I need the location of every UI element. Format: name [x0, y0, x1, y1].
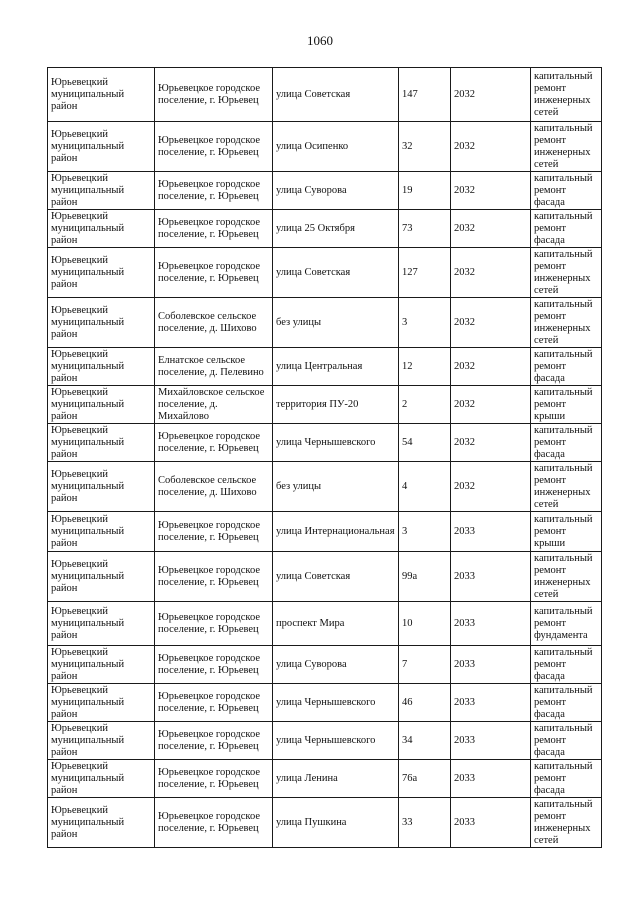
house-number-cell: 76а — [399, 760, 451, 798]
settlement-cell: Юрьевецкое городское поселение, г. Юрьевец — [155, 602, 273, 646]
settlement-cell: Соболевское сельское поселение, д. Шихово — [155, 462, 273, 512]
work-type-cell: капитальный ремонт фасада — [531, 424, 602, 462]
settlement-cell: Юрьевецкое городское поселение, г. Юрьевец — [155, 798, 273, 848]
district-cell: Юрьевецкий муниципальный район — [48, 424, 155, 462]
street-cell: улица Интернациональная — [273, 512, 399, 552]
work-type-cell: капитальный ремонт инженерных сетей — [531, 798, 602, 848]
house-number-cell: 73 — [399, 210, 451, 248]
house-number-cell: 34 — [399, 722, 451, 760]
year-cell: 2032 — [451, 424, 531, 462]
street-cell: улица Советская — [273, 68, 399, 122]
year-cell: 2033 — [451, 684, 531, 722]
table-row — [48, 722, 602, 760]
street-cell: улица Чернышевского — [273, 424, 399, 462]
work-type-cell: капитальный ремонт инженерных сетей — [531, 552, 602, 602]
table-row — [48, 512, 602, 552]
settlement-cell: Михайловское сельское поселение, д. Михайлово — [155, 386, 273, 424]
repair-schedule-table — [47, 67, 602, 848]
settlement-cell: Юрьевецкое городское поселение, г. Юрьевец — [155, 210, 273, 248]
district-cell: Юрьевецкий муниципальный район — [48, 386, 155, 424]
settlement-cell: Юрьевецкое городское поселение, г. Юрьевец — [155, 552, 273, 602]
settlement-cell: Юрьевецкое городское поселение, г. Юрьевец — [155, 722, 273, 760]
street-cell: улица Чернышевского — [273, 722, 399, 760]
work-type-cell: капитальный ремонт инженерных сетей — [531, 462, 602, 512]
work-type-cell: капитальный ремонт инженерных сетей — [531, 248, 602, 298]
district-cell: Юрьевецкий муниципальный район — [48, 172, 155, 210]
table-row — [48, 68, 602, 122]
street-cell: территория ПУ-20 — [273, 386, 399, 424]
district-cell: Юрьевецкий муниципальный район — [48, 602, 155, 646]
house-number-cell: 127 — [399, 248, 451, 298]
page-number: 1060 — [307, 33, 333, 48]
table-body — [48, 68, 602, 848]
district-cell: Юрьевецкий муниципальный район — [48, 760, 155, 798]
house-number-cell: 3 — [399, 298, 451, 348]
house-number-cell: 7 — [399, 646, 451, 684]
table-row — [48, 210, 602, 248]
settlement-cell: Елнатское сельское поселение, д. Пелевино — [155, 348, 273, 386]
district-cell: Юрьевецкий муниципальный район — [48, 348, 155, 386]
house-number-cell: 54 — [399, 424, 451, 462]
table-row — [48, 684, 602, 722]
settlement-cell: Юрьевецкое городское поселение, г. Юрьевец — [155, 122, 273, 172]
year-cell: 2032 — [451, 172, 531, 210]
house-number-cell: 32 — [399, 122, 451, 172]
table-row — [48, 298, 602, 348]
street-cell: улица 25 Октября — [273, 210, 399, 248]
year-cell: 2032 — [451, 462, 531, 512]
district-cell: Юрьевецкий муниципальный район — [48, 462, 155, 512]
settlement-cell: Юрьевецкое городское поселение, г. Юрьевец — [155, 172, 273, 210]
district-cell: Юрьевецкий муниципальный район — [48, 210, 155, 248]
street-cell: улица Ленина — [273, 760, 399, 798]
settlement-cell: Юрьевецкое городское поселение, г. Юрьевец — [155, 424, 273, 462]
street-cell: проспект Мира — [273, 602, 399, 646]
house-number-cell: 33 — [399, 798, 451, 848]
house-number-cell: 99а — [399, 552, 451, 602]
table-row — [48, 462, 602, 512]
district-cell: Юрьевецкий муниципальный район — [48, 798, 155, 848]
district-cell: Юрьевецкий муниципальный район — [48, 512, 155, 552]
work-type-cell: капитальный ремонт крыши — [531, 512, 602, 552]
district-cell: Юрьевецкий муниципальный район — [48, 684, 155, 722]
settlement-cell: Юрьевецкое городское поселение, г. Юрьевец — [155, 512, 273, 552]
year-cell: 2033 — [451, 512, 531, 552]
year-cell: 2033 — [451, 602, 531, 646]
work-type-cell: капитальный ремонт фасада — [531, 722, 602, 760]
district-cell: Юрьевецкий муниципальный район — [48, 552, 155, 602]
table-row — [48, 172, 602, 210]
table-row — [48, 386, 602, 424]
year-cell: 2032 — [451, 248, 531, 298]
work-type-cell: капитальный ремонт фасада — [531, 172, 602, 210]
house-number-cell: 4 — [399, 462, 451, 512]
work-type-cell: капитальный ремонт инженерных сетей — [531, 68, 602, 122]
year-cell: 2033 — [451, 646, 531, 684]
work-type-cell: капитальный ремонт фасада — [531, 210, 602, 248]
street-cell: улица Советская — [273, 248, 399, 298]
street-cell: без улицы — [273, 298, 399, 348]
house-number-cell: 3 — [399, 512, 451, 552]
settlement-cell: Соболевское сельское поселение, д. Шихово — [155, 298, 273, 348]
table-row — [48, 552, 602, 602]
house-number-cell: 46 — [399, 684, 451, 722]
district-cell: Юрьевецкий муниципальный район — [48, 298, 155, 348]
table-row — [48, 348, 602, 386]
settlement-cell: Юрьевецкое городское поселение, г. Юрьевец — [155, 68, 273, 122]
table-row — [48, 122, 602, 172]
house-number-cell: 147 — [399, 68, 451, 122]
district-cell: Юрьевецкий муниципальный район — [48, 122, 155, 172]
table-row — [48, 424, 602, 462]
settlement-cell: Юрьевецкое городское поселение, г. Юрьевец — [155, 248, 273, 298]
work-type-cell: капитальный ремонт инженерных сетей — [531, 298, 602, 348]
table-row — [48, 602, 602, 646]
house-number-cell: 19 — [399, 172, 451, 210]
year-cell: 2032 — [451, 68, 531, 122]
year-cell: 2032 — [451, 122, 531, 172]
street-cell: улица Пушкина — [273, 798, 399, 848]
street-cell: улица Чернышевского — [273, 684, 399, 722]
work-type-cell: капитальный ремонт крыши — [531, 386, 602, 424]
year-cell: 2033 — [451, 798, 531, 848]
district-cell: Юрьевецкий муниципальный район — [48, 68, 155, 122]
house-number-cell: 12 — [399, 348, 451, 386]
table-row — [48, 248, 602, 298]
district-cell: Юрьевецкий муниципальный район — [48, 248, 155, 298]
work-type-cell: капитальный ремонт инженерных сетей — [531, 122, 602, 172]
house-number-cell: 2 — [399, 386, 451, 424]
street-cell: без улицы — [273, 462, 399, 512]
year-cell: 2032 — [451, 386, 531, 424]
year-cell: 2032 — [451, 348, 531, 386]
work-type-cell: капитальный ремонт фасада — [531, 348, 602, 386]
district-cell: Юрьевецкий муниципальный район — [48, 722, 155, 760]
house-number-cell: 10 — [399, 602, 451, 646]
settlement-cell: Юрьевецкое городское поселение, г. Юрьевец — [155, 646, 273, 684]
settlement-cell: Юрьевецкое городское поселение, г. Юрьевец — [155, 684, 273, 722]
table-row — [48, 646, 602, 684]
settlement-cell: Юрьевецкое городское поселение, г. Юрьевец — [155, 760, 273, 798]
work-type-cell: капитальный ремонт фасада — [531, 684, 602, 722]
work-type-cell: капитальный ремонт фундамента — [531, 602, 602, 646]
district-cell: Юрьевецкий муниципальный район — [48, 646, 155, 684]
year-cell: 2033 — [451, 722, 531, 760]
table-row — [48, 760, 602, 798]
table-row — [48, 798, 602, 848]
work-type-cell: капитальный ремонт фасада — [531, 646, 602, 684]
street-cell: улица Осипенко — [273, 122, 399, 172]
street-cell: улица Суворова — [273, 646, 399, 684]
year-cell: 2032 — [451, 210, 531, 248]
year-cell: 2032 — [451, 298, 531, 348]
year-cell: 2033 — [451, 760, 531, 798]
street-cell: улица Суворова — [273, 172, 399, 210]
year-cell: 2033 — [451, 552, 531, 602]
street-cell: улица Центральная — [273, 348, 399, 386]
work-type-cell: капитальный ремонт фасада — [531, 760, 602, 798]
street-cell: улица Советская — [273, 552, 399, 602]
